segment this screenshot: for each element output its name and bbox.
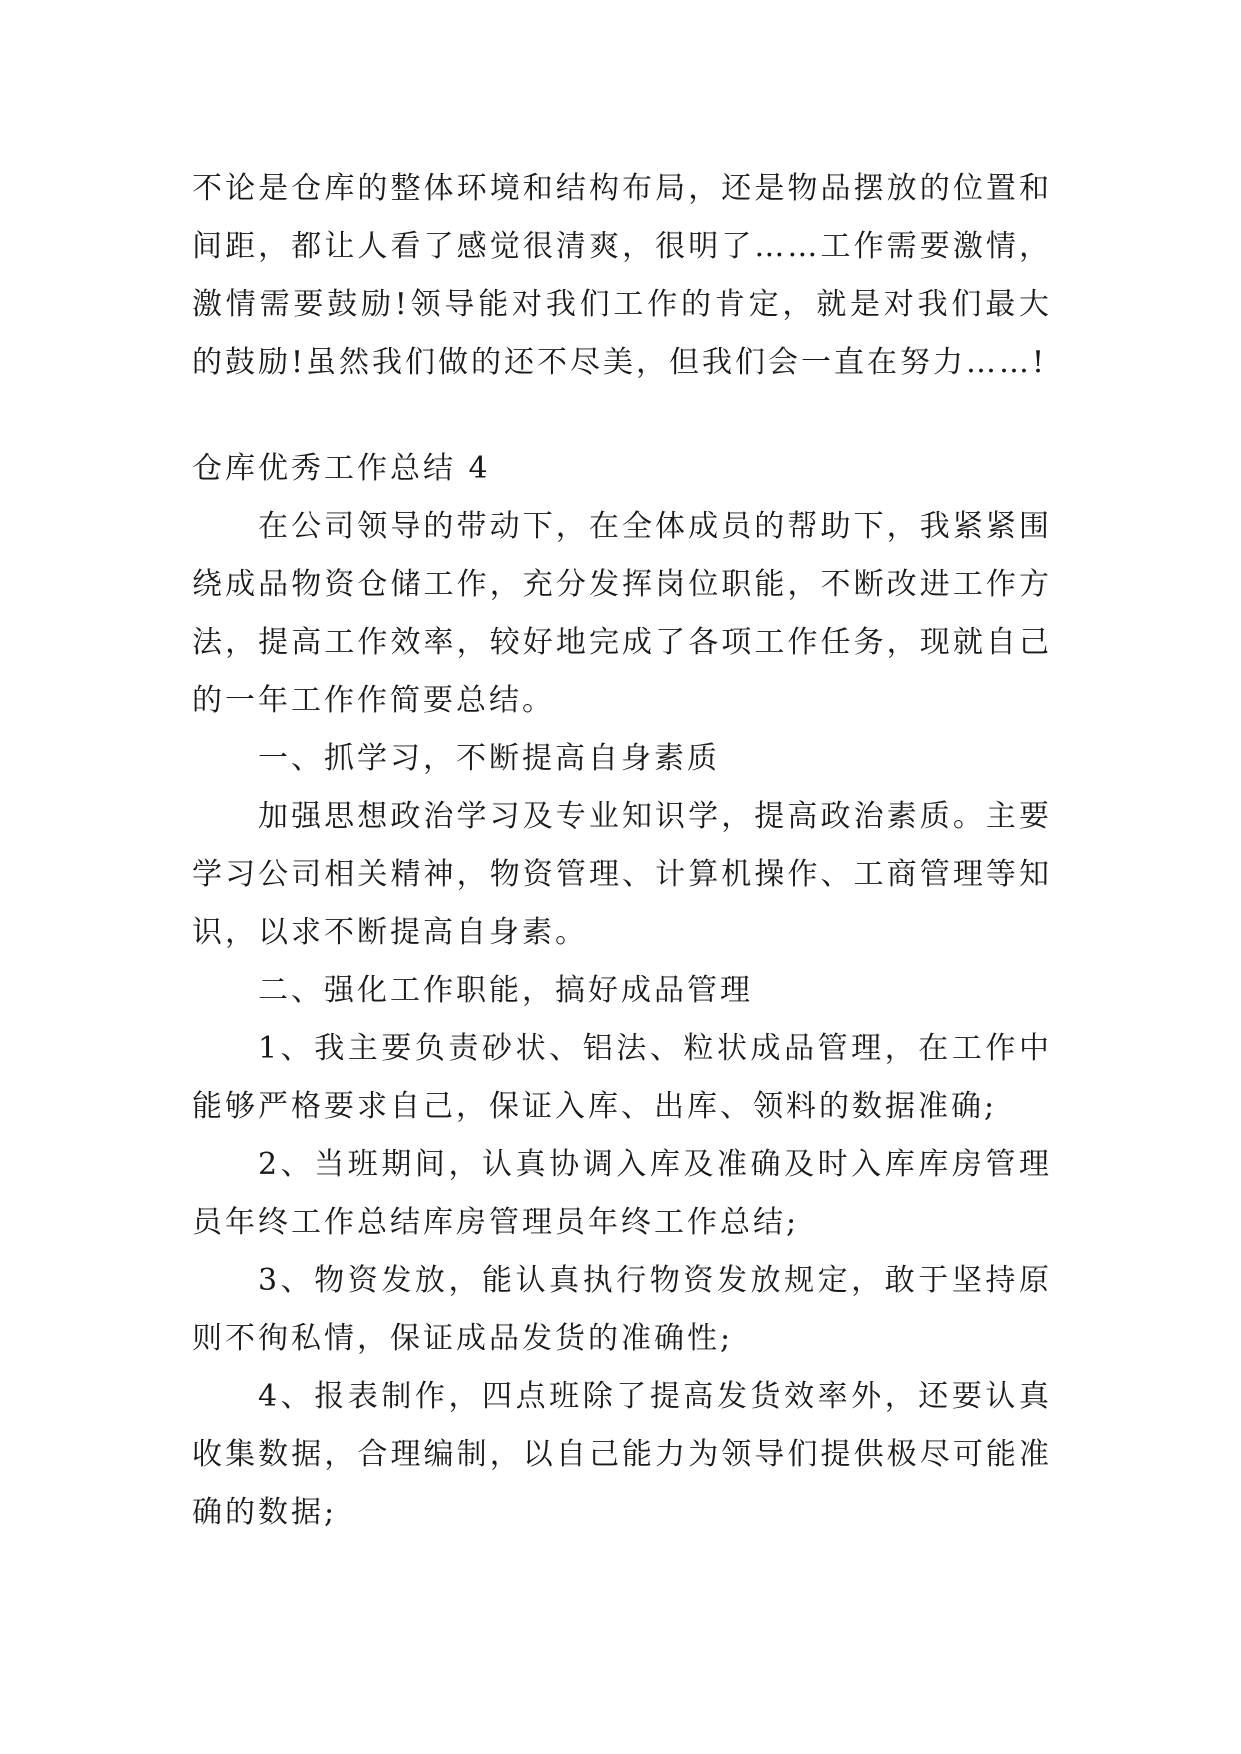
intro-paragraph: 在公司领导的带动下，在全体成员的帮助下，我紧紧围绕成品物资仓储工作，充分发挥岗位职能，不断改进工作方法，提高工作效率，较好地完成了各项工作任务，现就自己的一年工作作简要总结。 bbox=[192, 509, 1052, 718]
heading-study: 一、抓学习，不断提高自身素质 bbox=[258, 741, 720, 776]
heading-management: 二、强化工作职能，搞好成品管理 bbox=[258, 973, 753, 1008]
list-item-4: 4、报表制作，四点班除了提高发货效率外，还要认真收集数据，合理编制，以自己能力为领导们提供极尽可能准确的数据; bbox=[192, 1379, 1052, 1530]
list-item-3: 3、物资发放，能认真执行物资发放规定，敢于坚持原则不徇私情，保证成品发货的准确性; bbox=[192, 1263, 1052, 1356]
section-title: 仓库优秀工作总结 4 bbox=[192, 451, 491, 486]
paragraph-study: 加强思想政治学习及专业知识学，提高政治素质。主要学习公司相关精神，物资管理、计算机操作、工商管理等知识，以求不断提高自身素。 bbox=[192, 799, 1052, 950]
list-item-1: 1、我主要负责砂状、铝法、粒状成品管理，在工作中能够严格要求自己，保证入库、出库、领料的数据准确; bbox=[192, 1031, 1052, 1124]
document-body bbox=[192, 160, 1052, 1542]
continuation-paragraph: 不论是仓库的整体环境和结构布局，还是物品摆放的位置和间距，都让人看了感觉很清爽，很明了……工作需要激情，激情需要鼓励!领导能对我们工作的肯定，就是对我们最大的鼓励!虽然我们做的还不尽美，但我们会一直在努力……! bbox=[192, 171, 1052, 380]
list-item-2: 2、当班期间，认真协调入库及准确及时入库库房管理员年终工作总结库房管理员年终工作总结; bbox=[192, 1147, 1052, 1240]
